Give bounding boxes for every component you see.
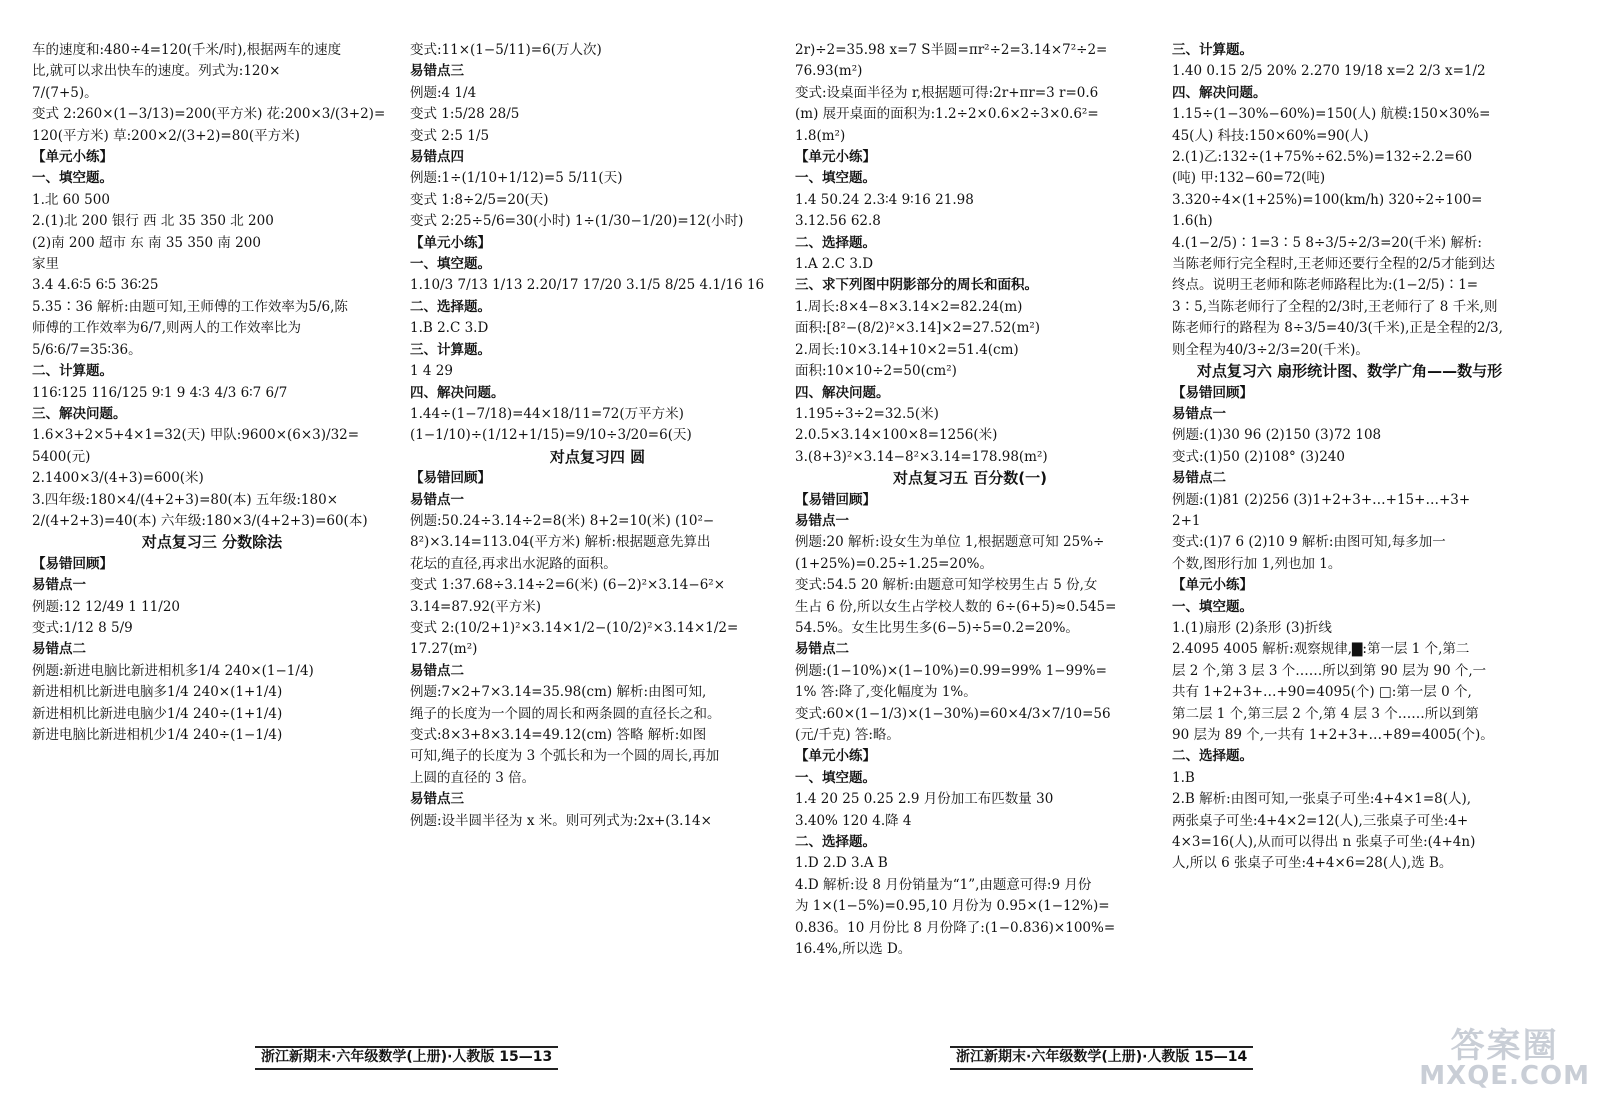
text-line: 2+1 [1172, 512, 1201, 529]
text-line: 则全程为40/3÷2/3=20(千米)。 [1172, 341, 1369, 358]
text-line: 1.8(m²) [795, 127, 846, 144]
text-line: 例题:(1−10%)×(1−10%)=0.99=99% 1−99%= [795, 662, 1107, 679]
text-line: 8²)×3.14=113.04(平方米) 解析:根据题意先算出 [410, 534, 711, 551]
text-line: 变式:60×(1−1/3)×(1−30%)=60×4/3×7/10=56 [795, 705, 1111, 722]
page-footer-left: 浙江新期末·六年级数学(上册)·人教版 15—13 [255, 1046, 558, 1070]
text-line: 终点。说明王老师和陈老师路程比为:(1−2/5)∶1= [1172, 277, 1479, 294]
text-line: 例题:新进电脑比新进相机多1/4 240×(1−1/4) [32, 662, 314, 679]
text-line: (吨) 甲:132−60=72(吨) [1172, 170, 1326, 187]
watermark-site-text: MXQE.COM [1419, 1061, 1590, 1091]
text-line: 90 层为 89 个,一共有 1+2+3+…+89=4005(个)。 [1172, 727, 1494, 743]
section-heading: 四、解决问题。 [795, 384, 890, 401]
watermark-logo-text: 答案圈 [1450, 1026, 1559, 1066]
text-line: 2r)÷2=35.98 x=7 S半圆=πr²÷2=3.14×7²÷2= [795, 42, 1108, 58]
column-2 [410, 40, 785, 1025]
text-line: 3.四年级:180×4/(4+2+3)=80(本) 五年级:180× [32, 491, 339, 508]
text-line: 1.15÷(1−30%−60%)=150(人) 航模:150×30%= [1172, 106, 1491, 123]
text-line: 17.27(m²) [410, 641, 478, 658]
text-line: 例题:(1)30 96 (2)150 (3)72 108 [1172, 427, 1382, 444]
text-line: (1−1/10)÷(1/12+1/15)=9/10÷3/20=6(天) [410, 427, 692, 444]
text-line: 76.93(m²) [795, 63, 863, 80]
text-line: 1.B [1172, 769, 1195, 786]
section-heading: 【单元小练】 [32, 149, 113, 166]
text-line: 116∶125 116/125 9∶1 9 4∶3 4/3 6∶7 6/7 [32, 384, 288, 401]
section-heading: 一、填空题。 [1172, 598, 1253, 615]
text-line: 变式:11×(1−5/11)=6(万人次) [410, 42, 602, 58]
column-3 [795, 40, 1145, 1025]
text-line: 5400(元) [32, 448, 91, 465]
section-heading: 二、选择题。 [795, 834, 876, 851]
text-line: 变式 2:25÷5/6=30(小时) 1÷(1/30−1/20)=12(小时) [410, 213, 744, 230]
text-line: 变式:8×3+8×3.14=49.12(cm) 答略 解析:如图 [410, 727, 707, 743]
text-line: 2/(4+2+3)=40(本) 六年级:180×3/(4+2+3)=60(本) [32, 512, 368, 529]
text-line: (1+25%)=0.25÷1.25=20%。 [795, 555, 993, 572]
text-line: 1.6(h) [1172, 213, 1213, 230]
text-line: 花坛的直径,再求出水泥路的面积。 [410, 555, 617, 572]
section-heading: 四、解决问题。 [410, 384, 505, 401]
text-line: (m) 展开桌面的面积为:1.2÷2×0.6×2÷3×0.6²= [795, 106, 1099, 123]
text-line: 7/(7+5)。 [32, 84, 98, 101]
text-line: 第二层 1 个,第三层 2 个,第 4 层 3 个……所以到第 [1172, 705, 1479, 722]
section-heading: 【易错回顾】 [410, 470, 491, 487]
text-line: 1.A 2.C 3.D [795, 256, 874, 273]
text-line: 16.4%,所以选 D。 [795, 941, 912, 958]
text-line: 例题:1÷(1/10+1/12)=5 5/11(天) [410, 170, 623, 187]
text-line: 例题:设半圆半径为 x 米。则可列式为:2x+(3.14× [410, 812, 712, 829]
text-line: 4×3=16(人),从而可以得出 n 张桌子可坐:(4+4n) [1172, 834, 1476, 851]
text-line: 2.4095 4005 解析:观察规律,▇:第一层 1 个,第二 [1172, 641, 1470, 658]
text-line: 变式:(1)50 (2)108° (3)240 [1172, 448, 1345, 465]
section-heading: 二、计算题。 [32, 363, 113, 380]
section-heading: 二、选择题。 [410, 298, 491, 315]
text-line: 2.周长:10×3.14+10×2=51.4(cm) [795, 341, 1019, 358]
section-heading: 一、填空题。 [795, 769, 876, 786]
section-heading: 【单元小练】 [410, 234, 491, 251]
section-heading: 易错点三 [410, 791, 464, 808]
text-line: 面积:10×10÷2=50(cm²) [795, 363, 957, 380]
text-line: 家里 [32, 256, 59, 273]
text-line: 层 2 个,第 3 层 3 个……所以到第 90 层为 90 个,一 [1172, 662, 1487, 679]
text-line: 1.4 20 25 0.25 2.9 月份加工布匹数量 30 [795, 791, 1054, 808]
section-heading: 易错点一 [1172, 405, 1226, 422]
text-line: 变式 1:37.68÷3.14÷2=6(米) (6−2)²×3.14−6²× [410, 577, 726, 594]
right-page [795, 0, 1600, 1095]
text-line: 1 4 29 [410, 363, 453, 380]
text-line: 3∶5,当陈老师行了全程的2/3时,王老师行了 8 千米,则 [1172, 298, 1498, 315]
text-line: 0.836。10 月份比 8 月份降了:(1−0.836)×100%= [795, 919, 1116, 936]
text-line: 比,就可以求出快车的速度。列式为:120× [32, 63, 281, 80]
section-heading: 一、填空题。 [410, 256, 491, 273]
text-line: 1.10/3 7/13 1/13 2.20/17 17/20 3.1/5 8/25 4.1/16 16 [410, 277, 765, 294]
text-line: 1.44÷(1−7/18)=44×18/11=72(万平方米) [410, 405, 684, 422]
section-heading: 一、填空题。 [795, 170, 876, 187]
text-line: 1.周长:8×4−8×3.14×2=82.24(m) [795, 298, 1023, 315]
text-line: 变式 1:5/28 28/5 [410, 106, 520, 123]
section-heading: 一、填空题。 [32, 170, 113, 187]
text-line: 上圆的直径的 3 倍。 [410, 769, 536, 786]
section-heading: 易错点一 [410, 491, 464, 508]
section-title: 对点复习四 圆 [549, 447, 646, 466]
section-heading: 三、计算题。 [1172, 42, 1253, 58]
section-heading: 易错点一 [795, 512, 849, 529]
text-line: 为 1×(1−5%)=0.95,10 月份为 0.95×(1−12%)= [795, 898, 1110, 915]
text-line: 例题:20 解析:设女生为单位 1,根据题意可知 25%÷ [795, 534, 1105, 551]
text-line: 2.B 解析:由图可知,一张桌子可坐:4+4×1=8(人), [1172, 791, 1472, 808]
text-line: 变式:(1)7 6 (2)10 9 解析:由图可知,每多加一 [1172, 534, 1446, 551]
text-line: 变式 2:5 1/5 [410, 127, 490, 144]
section-heading: 四、解决问题。 [1172, 84, 1267, 101]
section-heading: 三、解决问题。 [32, 405, 127, 422]
text-line: 3.14=87.92(平方米) [410, 598, 542, 615]
text-line: 人,所以 6 张桌子可坐:4+4×6=28(人),选 B。 [1172, 855, 1453, 872]
text-line: 2.1400×3/(4+3)=600(米) [32, 470, 204, 487]
text-line: 1.D 2.D 3.A B [795, 855, 888, 872]
section-title: 对点复习三 分数除法 [141, 533, 283, 552]
text-line: 3.320÷4×(1+25%)=100(km/h) 320÷2÷100= [1172, 191, 1483, 208]
text-line: 1.B 2.C 3.D [410, 320, 489, 337]
text-line: 例题:12 12/49 1 11/20 [32, 598, 180, 615]
section-heading: 易错点三 [410, 63, 464, 80]
text-line: 新进相机比新进电脑少1/4 240÷(1+1/4) [32, 705, 283, 722]
section-heading: 【易错回顾】 [32, 555, 113, 572]
text-line: 变式:设桌面半径为 r,根据题可得:2r+πr=3 r=0.6 [795, 84, 1099, 101]
text-line: 变式 1:8÷2/5=20(天) [410, 191, 549, 208]
text-line: 1.(1)扇形 (2)条形 (3)折线 [1172, 619, 1332, 636]
text-line: 54.5%。女生比男生多(6−5)÷5=0.2=20%。 [795, 619, 1079, 636]
section-heading: 易错点二 [410, 662, 464, 679]
text-line: 个数,图形行加 1,列也加 1。 [1172, 555, 1342, 572]
section-heading: 【单元小练】 [1172, 577, 1253, 594]
section-heading: 【易错回顾】 [795, 491, 876, 508]
text-line: 例题:4 1/4 [410, 84, 477, 101]
text-line: 两张桌子可坐:4+4×2=12(人),三张桌子可坐:4+ [1172, 812, 1469, 829]
text-line: 2.(1)乙:132÷(1+75%÷62.5%)=132÷2.2=60 [1172, 149, 1473, 166]
text-line: 例题:50.24÷3.14÷2=8(米) 8+2=10(米) (10²− [410, 512, 715, 529]
text-line: 1.195÷3÷2=32.5(米) [795, 405, 939, 422]
text-line: 3.(8+3)²×3.14−8²×3.14=178.98(m²) [795, 448, 1048, 465]
text-line: 变式 2:260×(1−3/13)=200(平方米) 花:200×3/(3+2)= [32, 106, 386, 123]
text-line: 2.(1)北 200 银行 西 北 35 350 北 200 [32, 213, 274, 230]
section-heading: 易错点二 [795, 641, 849, 658]
text-line: 120(平方米) 草:200×2/(3+2)=80(平方米) [32, 127, 300, 144]
text-line: 绳子的长度为一个圆的周长和两条圆的直径长之和。 [410, 705, 721, 722]
text-line: 1% 答:降了,变化幅度为 1%。 [795, 684, 977, 701]
text-line: 1.4 50.24 2.3∶4 9∶16 21.98 [795, 191, 974, 208]
section-title: 对点复习六 扇形统计图、数学广角——数与形 [1196, 362, 1503, 381]
section-heading: 【单元小练】 [795, 149, 876, 166]
section-heading: 二、选择题。 [1172, 748, 1253, 765]
text-line: 师傅的工作效率为6/7,则两人的工作效率比为 [32, 320, 302, 337]
section-heading: 【易错回顾】 [1172, 384, 1253, 401]
text-line: 3.40% 120 4.降 4 [795, 812, 912, 829]
page-footer-right: 浙江新期末·六年级数学(上册)·人教版 15—14 [950, 1046, 1253, 1070]
section-heading: 易错点二 [1172, 470, 1226, 487]
text-line: 当陈老师行完全程时,王老师还要行全程的2/5才能到达 [1172, 256, 1496, 273]
column-1 [32, 40, 392, 1025]
section-heading: 易错点二 [32, 641, 86, 658]
text-line: 陈老师行的路程为 8÷3/5=40/3(千米),正是全程的2/3, [1172, 320, 1503, 337]
text-line: 3.4 4.6∶5 6∶5 36∶25 [32, 277, 159, 294]
section-heading: 二、选择题。 [795, 234, 876, 251]
text-line: 可知,绳子的长度为 3 个弧长和为一个圆的周长,再加 [410, 748, 720, 765]
text-line: 5.35∶36 解析:由题可知,王师傅的工作效率为5/6,陈 [32, 298, 348, 315]
section-heading: 易错点一 [32, 577, 86, 594]
text-line: 1.北 60 500 [32, 191, 110, 208]
section-heading: 三、计算题。 [410, 341, 491, 358]
watermark-logo [1419, 1026, 1590, 1091]
text-line: 生占 6 份,所以女生占学校人数的 6÷(6+5)≈0.545= [795, 598, 1117, 615]
text-line: 1.40 0.15 2/5 20% 2.270 19/18 x=2 2/3 x=1/2 [1172, 63, 1486, 80]
text-line: 共有 1+2+3+…+90=4095(个) □:第一层 0 个, [1172, 684, 1472, 701]
text-line: 变式:54.5 20 解析:由题意可知学校男生占 5 份,女 [795, 577, 1098, 594]
text-line: 1.6×3+2×5+4×1=32(天) 甲队:9600×(6×3)/32= [32, 427, 360, 444]
text-line: (2)南 200 超市 东 南 35 350 南 200 [32, 234, 261, 251]
text-line: 例题:(1)81 (2)256 (3)1+2+3+…+15+…+3+ [1172, 491, 1471, 508]
text-line: 变式:1/12 8 5/9 [32, 619, 133, 636]
text-line: 4.(1−2/5)∶1=3∶5 8÷3/5÷2/3=20(千米) 解析: [1172, 234, 1482, 251]
text-line: 3.12.56 62.8 [795, 213, 881, 230]
text-line: 车的速度和:480÷4=120(千米/时),根据两车的速度 [32, 42, 342, 58]
text-line: 45(人) 科技:150×60%=90(人) [1172, 127, 1369, 144]
text-line: 面积:[8²−(8/2)²×3.14]×2=27.52(m²) [795, 320, 1041, 337]
section-heading: 三、求下列图中阴影部分的周长和面积。 [795, 277, 1038, 294]
section-title: 对点复习五 百分数(一) [893, 469, 1047, 488]
section-heading: 易错点四 [410, 149, 464, 166]
text-line: 例题:7×2+7×3.14=35.98(cm) 解析:由图可知, [410, 684, 707, 701]
text-line: 新进相机比新进电脑多1/4 240×(1+1/4) [32, 684, 283, 701]
text-line: 5/6∶6/7=35∶36。 [32, 341, 142, 358]
text-line: (元/千克) 答:略。 [795, 727, 900, 743]
column-4 [1172, 40, 1527, 1025]
section-heading: 【单元小练】 [795, 748, 876, 765]
text-line: 变式 2:(10/2+1)²×3.14×1/2−(10/2)²×3.14×1/2= [410, 619, 739, 636]
text-line: 4.D 解析:设 8 月份销量为“1”,由题意可得:9 月份 [795, 876, 1092, 893]
text-line: 新进电脑比新进相机少1/4 240÷(1−1/4) [32, 727, 283, 743]
text-line: 2.0.5×3.14×100×8=1256(米) [795, 427, 998, 444]
